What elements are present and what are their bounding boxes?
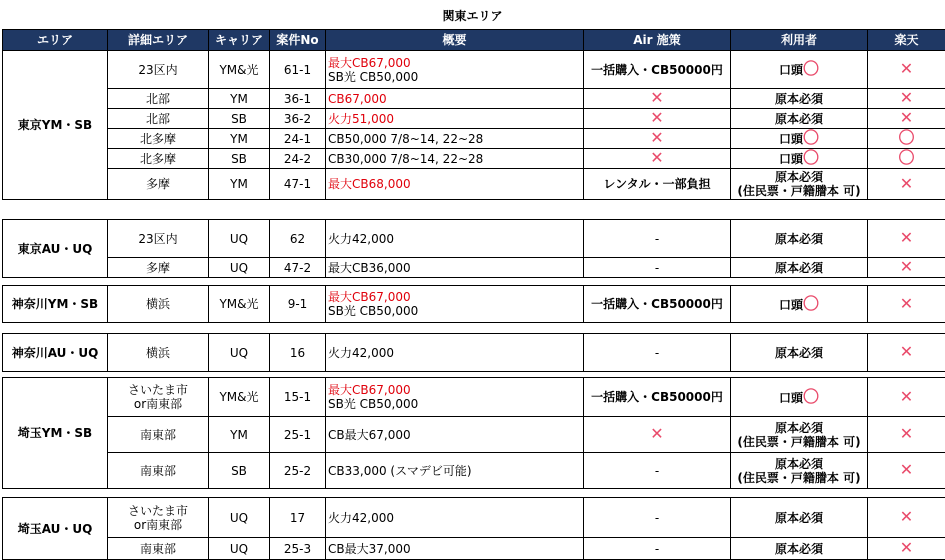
user-cell: [731, 89, 868, 109]
gist-text: 最大CB36,000: [328, 261, 411, 275]
detail-label-2: or南東部: [134, 518, 182, 532]
detail-label: 北多摩: [140, 132, 176, 146]
air-cell: [584, 378, 731, 417]
carrier-label: YM&光: [219, 390, 258, 404]
case-no-label: 24-1: [284, 132, 311, 146]
detail-label: 北多摩: [140, 152, 176, 166]
cross-icon: ✕: [900, 342, 913, 361]
area-table: [2, 497, 945, 560]
case-no-label: 47-2: [284, 261, 311, 275]
area-table: [2, 333, 945, 372]
air-cell: [584, 169, 731, 200]
user-cell: [731, 417, 868, 453]
case-no-cell: [270, 169, 326, 200]
air-text: 一括購入・CB50000円: [591, 297, 723, 311]
detail-label: 多摩: [146, 261, 170, 275]
case-no-label: 15-1: [284, 390, 311, 404]
circle-icon: 〇: [898, 149, 914, 168]
user-cell: [731, 149, 868, 169]
table-row: [3, 538, 945, 560]
detail-label: 横浜: [146, 346, 170, 360]
user-cell: [731, 220, 868, 258]
carrier-cell: [209, 417, 270, 453]
user-text: 原本必須: [775, 112, 823, 126]
area-table: [2, 29, 945, 200]
user-text: 口頭: [779, 63, 803, 77]
column-header: 案件No: [270, 30, 326, 51]
case-no-cell: [270, 378, 326, 417]
rakuten-cell: [868, 109, 945, 129]
gist-highlight: 火力51,000: [328, 112, 394, 126]
rakuten-cell: [868, 378, 945, 417]
user-cell: [731, 169, 868, 200]
gist-cell: [326, 220, 584, 258]
user-text-2: (住民票・戸籍謄本 可): [737, 471, 860, 485]
table-row: [3, 129, 945, 149]
table-row: [3, 334, 945, 372]
circle-icon: 〇: [803, 129, 819, 148]
table-row: [3, 378, 945, 417]
carrier-label: SB: [231, 152, 247, 166]
table-row: [3, 286, 945, 323]
detail-label-2: or南東部: [134, 397, 182, 411]
user-text-2: (住民票・戸籍謄本 可): [737, 435, 860, 449]
detail-cell: [108, 169, 209, 200]
cross-icon: ✕: [650, 129, 663, 148]
carrier-cell: [209, 498, 270, 538]
detail-label: 北部: [146, 92, 170, 106]
gist-cell: [326, 169, 584, 200]
air-text: 一括購入・CB50000円: [591, 63, 723, 77]
rakuten-cell: [868, 258, 945, 278]
area-cell: [3, 286, 108, 323]
detail-label: 多摩: [146, 177, 170, 191]
cross-icon: ✕: [650, 424, 663, 443]
table-row: [3, 149, 945, 169]
cross-icon: ✕: [900, 460, 913, 479]
detail-cell: [108, 378, 209, 417]
carrier-cell: [209, 51, 270, 89]
page-title: 関東エリア: [0, 0, 945, 28]
case-no-cell: [270, 149, 326, 169]
user-cell: [731, 453, 868, 489]
column-header: キャリア: [209, 30, 270, 51]
circle-icon: 〇: [803, 294, 819, 313]
case-no-cell: [270, 286, 326, 323]
case-no-label: 17: [290, 511, 305, 525]
gist-cell: [326, 538, 584, 560]
rakuten-cell: [868, 51, 945, 89]
circle-icon: 〇: [898, 129, 914, 148]
column-header: 楽天: [868, 30, 945, 51]
air-cell: [584, 334, 731, 372]
detail-cell: [108, 498, 209, 538]
table-row: [3, 417, 945, 453]
table-row: [3, 453, 945, 489]
detail-cell: [108, 258, 209, 278]
circle-icon: 〇: [803, 59, 819, 78]
case-no-label: 25-2: [284, 464, 311, 478]
carrier-label: UQ: [230, 261, 248, 275]
rakuten-cell: [868, 149, 945, 169]
carrier-cell: [209, 286, 270, 323]
cross-icon: ✕: [650, 89, 663, 108]
case-no-label: 16: [290, 346, 305, 360]
circle-icon: 〇: [803, 149, 819, 168]
table-row: [3, 220, 945, 258]
gist-cell: [326, 258, 584, 278]
user-text-2: (住民票・戸籍謄本 可): [737, 184, 860, 198]
area-label: 埼玉YM・SB: [18, 426, 92, 440]
user-text: 原本必須: [775, 232, 823, 246]
user-cell: [731, 258, 868, 278]
user-cell: [731, 129, 868, 149]
user-cell: [731, 51, 868, 89]
case-no-cell: [270, 51, 326, 89]
carrier-label: YM: [230, 132, 248, 146]
case-no-cell: [270, 129, 326, 149]
carrier-label: UQ: [230, 346, 248, 360]
user-text: 口頭: [779, 298, 803, 312]
case-no-label: 36-2: [284, 112, 311, 126]
case-no-label: 9-1: [288, 297, 308, 311]
detail-label: さいたま市: [128, 504, 188, 518]
area-label: 神奈川YM・SB: [12, 297, 98, 311]
carrier-cell: [209, 378, 270, 417]
area-label: 神奈川AU・UQ: [12, 346, 99, 360]
gist-text: CB最大67,000: [328, 428, 411, 442]
cross-icon: ✕: [900, 228, 913, 247]
cross-icon: ✕: [900, 294, 913, 313]
dash-mark: -: [655, 464, 659, 478]
case-no-label: 25-1: [284, 428, 311, 442]
rakuten-cell: [868, 286, 945, 323]
user-text: 原本必須: [775, 542, 823, 556]
case-no-label: 62: [290, 232, 305, 246]
gist-text: CB30,000 7/8~14, 22~28: [328, 152, 483, 166]
table-row: [3, 109, 945, 129]
column-header: 利用者: [731, 30, 868, 51]
detail-cell: [108, 89, 209, 109]
rakuten-cell: [868, 538, 945, 560]
detail-label: 横浜: [146, 297, 170, 311]
area-table: [2, 285, 945, 323]
gist-text: CB50,000 7/8~14, 22~28: [328, 132, 483, 146]
case-no-cell: [270, 538, 326, 560]
header-row: [3, 30, 945, 51]
area-label: 東京YM・SB: [18, 118, 92, 132]
user-text: 原本必須: [775, 421, 823, 435]
carrier-cell: [209, 169, 270, 200]
rakuten-cell: [868, 498, 945, 538]
case-no-cell: [270, 334, 326, 372]
cross-icon: ✕: [650, 109, 663, 128]
detail-cell: [108, 286, 209, 323]
gist-cell: [326, 149, 584, 169]
gist-cell: [326, 129, 584, 149]
gist-cell: [326, 89, 584, 109]
user-text: 口頭: [779, 152, 803, 166]
area-table: [2, 377, 945, 489]
carrier-cell: [209, 258, 270, 278]
gist-cell: [326, 334, 584, 372]
detail-cell: [108, 453, 209, 489]
user-text: 原本必須: [775, 261, 823, 275]
detail-cell: [108, 538, 209, 560]
gist-text: 火力42,000: [328, 346, 394, 360]
carrier-label: UQ: [230, 542, 248, 556]
cross-icon: ✕: [900, 507, 913, 526]
user-text: 原本必須: [775, 511, 823, 525]
case-no-cell: [270, 220, 326, 258]
rakuten-cell: [868, 169, 945, 200]
cross-icon: ✕: [650, 149, 663, 168]
table-row: [3, 169, 945, 200]
air-cell: [584, 109, 731, 129]
user-text: 口頭: [779, 132, 803, 146]
gist-text: SB光 CB50,000: [328, 70, 418, 84]
case-no-cell: [270, 109, 326, 129]
air-cell: [584, 498, 731, 538]
gist-text: 火力42,000: [328, 511, 394, 525]
gist-highlight: 最大CB67,000: [328, 383, 411, 397]
area-cell: [3, 498, 108, 560]
detail-label: 23区内: [138, 232, 177, 246]
rakuten-cell: [868, 220, 945, 258]
carrier-cell: [209, 129, 270, 149]
user-text: 口頭: [779, 391, 803, 405]
case-no-cell: [270, 498, 326, 538]
area-cell: [3, 334, 108, 372]
carrier-cell: [209, 220, 270, 258]
case-no-cell: [270, 89, 326, 109]
cross-icon: ✕: [900, 258, 913, 277]
column-header: 詳細エリア: [108, 30, 209, 51]
case-no-cell: [270, 258, 326, 278]
air-cell: [584, 51, 731, 89]
carrier-cell: [209, 109, 270, 129]
detail-label: さいたま市: [128, 383, 188, 397]
air-cell: [584, 89, 731, 109]
detail-label: 北部: [146, 112, 170, 126]
air-text: 一括購入・CB50000円: [591, 390, 723, 404]
dash-mark: -: [655, 261, 659, 275]
cross-icon: ✕: [900, 424, 913, 443]
column-header: Air 施策: [584, 30, 731, 51]
carrier-cell: [209, 149, 270, 169]
case-no-label: 36-1: [284, 92, 311, 106]
case-no-cell: [270, 417, 326, 453]
detail-label: 南東部: [140, 428, 176, 442]
rakuten-cell: [868, 334, 945, 372]
carrier-label: SB: [231, 464, 247, 478]
cross-icon: ✕: [900, 387, 913, 406]
case-no-label: 61-1: [284, 63, 311, 77]
rakuten-cell: [868, 89, 945, 109]
air-cell: [584, 149, 731, 169]
gist-cell: [326, 378, 584, 417]
carrier-cell: [209, 89, 270, 109]
gist-cell: [326, 51, 584, 89]
air-cell: [584, 286, 731, 323]
carrier-label: UQ: [230, 232, 248, 246]
detail-label: 南東部: [140, 464, 176, 478]
user-cell: [731, 109, 868, 129]
air-cell: [584, 220, 731, 258]
area-cell: [3, 51, 108, 200]
area-cell: [3, 378, 108, 489]
table-row: [3, 51, 945, 89]
cross-icon: ✕: [900, 109, 913, 128]
detail-cell: [108, 149, 209, 169]
area-cell: [3, 220, 108, 278]
cross-icon: ✕: [900, 538, 913, 557]
user-text: 原本必須: [775, 92, 823, 106]
gist-cell: [326, 417, 584, 453]
user-cell: [731, 498, 868, 538]
detail-label: 南東部: [140, 542, 176, 556]
cross-icon: ✕: [900, 174, 913, 193]
gist-cell: [326, 453, 584, 489]
table-row: [3, 89, 945, 109]
gist-highlight: 最大CB67,000: [328, 56, 411, 70]
case-no-label: 24-2: [284, 152, 311, 166]
carrier-cell: [209, 538, 270, 560]
air-cell: [584, 417, 731, 453]
dash-mark: -: [655, 542, 659, 556]
case-no-cell: [270, 453, 326, 489]
rakuten-cell: [868, 129, 945, 149]
detail-cell: [108, 129, 209, 149]
cross-icon: ✕: [900, 59, 913, 78]
area-table: [2, 219, 945, 278]
carrier-label: YM: [230, 92, 248, 106]
rakuten-cell: [868, 453, 945, 489]
table-row: [3, 258, 945, 278]
carrier-cell: [209, 334, 270, 372]
carrier-label: YM: [230, 177, 248, 191]
cross-icon: ✕: [900, 89, 913, 108]
carrier-cell: [209, 453, 270, 489]
gist-text: SB光 CB50,000: [328, 304, 418, 318]
table-row: [3, 498, 945, 538]
air-cell: [584, 453, 731, 489]
column-header: エリア: [3, 30, 108, 51]
dash-mark: -: [655, 346, 659, 360]
user-cell: [731, 378, 868, 417]
gist-highlight: CB67,000: [328, 92, 387, 106]
rakuten-cell: [868, 417, 945, 453]
carrier-label: YM&光: [219, 63, 258, 77]
case-no-label: 25-3: [284, 542, 311, 556]
detail-cell: [108, 417, 209, 453]
detail-cell: [108, 334, 209, 372]
gist-text: CB最大37,000: [328, 542, 411, 556]
dash-mark: -: [655, 232, 659, 246]
detail-cell: [108, 220, 209, 258]
detail-cell: [108, 109, 209, 129]
air-cell: [584, 538, 731, 560]
circle-icon: 〇: [803, 387, 819, 406]
user-text: 原本必須: [775, 346, 823, 360]
gist-text: SB光 CB50,000: [328, 397, 418, 411]
user-cell: [731, 334, 868, 372]
user-text: 原本必須: [775, 457, 823, 471]
area-label: 埼玉AU・UQ: [18, 522, 93, 536]
detail-cell: [108, 51, 209, 89]
gist-cell: [326, 286, 584, 323]
carrier-label: YM: [230, 428, 248, 442]
user-cell: [731, 286, 868, 323]
user-cell: [731, 538, 868, 560]
area-label: 東京AU・UQ: [18, 242, 93, 256]
air-cell: [584, 129, 731, 149]
gist-cell: [326, 498, 584, 538]
gist-highlight: 最大CB68,000: [328, 177, 411, 191]
dash-mark: -: [655, 511, 659, 525]
carrier-label: YM&光: [219, 297, 258, 311]
gist-text: 火力42,000: [328, 232, 394, 246]
case-no-label: 47-1: [284, 177, 311, 191]
gist-highlight: 最大CB67,000: [328, 290, 411, 304]
detail-label: 23区内: [138, 63, 177, 77]
user-text: 原本必須: [775, 170, 823, 184]
air-text: レンタル・一部負担: [603, 177, 710, 191]
gist-text: CB33,000 (スマデビ可能): [328, 464, 472, 478]
column-header: 概要: [326, 30, 584, 51]
air-cell: [584, 258, 731, 278]
gist-cell: [326, 109, 584, 129]
carrier-label: SB: [231, 112, 247, 126]
carrier-label: UQ: [230, 511, 248, 525]
